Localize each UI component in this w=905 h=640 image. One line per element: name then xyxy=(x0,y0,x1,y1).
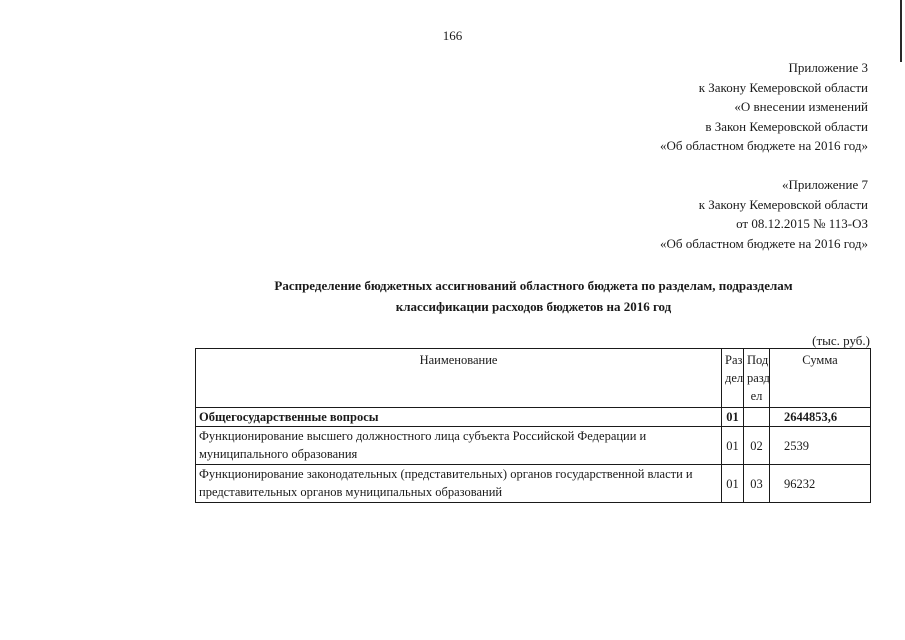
row-sum: 2644853,6 xyxy=(770,408,871,427)
document-title xyxy=(196,275,871,317)
table-row xyxy=(196,465,871,503)
appendix-3-header xyxy=(660,58,868,156)
header-podrazdel-part: разд xyxy=(747,371,770,385)
appendix-3-line: «О внесении изменений xyxy=(734,99,868,115)
header-razdel xyxy=(722,349,744,408)
header-podrazdel xyxy=(744,349,770,408)
header-podrazdel-part: Под xyxy=(747,353,769,367)
row-podrazdel xyxy=(744,408,770,427)
budget-table xyxy=(195,348,871,503)
header-razdel-part: дел xyxy=(725,371,744,385)
appendix-3-line: в Закон Кемеровской области xyxy=(705,118,868,134)
appendix-3-line: «Об областном бюджете на 2016 год» xyxy=(660,138,868,154)
row-podrazdel: 02 xyxy=(744,427,770,465)
table-row xyxy=(196,427,871,465)
units-label: (тыс. руб.) xyxy=(812,333,870,348)
row-razdel: 01 xyxy=(722,427,744,465)
row-name: Функционирование законодательных (представительных) органов государственной власти и представительных органов муниципальных образований xyxy=(196,465,722,503)
row-name: Функционирование высшего должностного лица субъекта Российской Федерации и муниципального образования xyxy=(196,427,722,465)
appendix-7-line: «Приложение 7 xyxy=(781,177,868,192)
header-name: Наименование xyxy=(196,349,722,408)
document-title-line: классификации расходов бюджетов на 2016 год xyxy=(395,299,672,314)
row-razdel: 01 xyxy=(722,465,744,503)
appendix-7-line: от 08.12.2015 № 113-ОЗ xyxy=(736,216,868,232)
document-title-line: Распределение бюджетных ассигнований областного бюджета по разделам, подразделам xyxy=(274,278,793,293)
header-razdel-part: Раз xyxy=(725,353,743,367)
page-number: 166 xyxy=(442,28,463,43)
table-header-row xyxy=(196,349,871,408)
appendix-7-line: «Об областном бюджете на 2016 год» xyxy=(660,235,868,251)
appendix-7-header xyxy=(660,175,868,253)
row-razdel: 01 xyxy=(722,408,744,427)
table-row xyxy=(196,408,871,427)
appendix-7-line: к Закону Кемеровской области xyxy=(698,196,868,212)
row-podrazdel: 03 xyxy=(744,465,770,503)
row-sum: 96232 xyxy=(770,465,871,503)
row-sum: 2539 xyxy=(770,427,871,465)
header-sum: Сумма xyxy=(770,349,871,408)
appendix-3-line: к Закону Кемеровской области xyxy=(698,79,868,95)
header-podrazdel-part: ел xyxy=(750,389,763,403)
appendix-3-line: Приложение 3 xyxy=(788,60,868,75)
row-name: Общегосударственные вопросы xyxy=(196,408,722,427)
